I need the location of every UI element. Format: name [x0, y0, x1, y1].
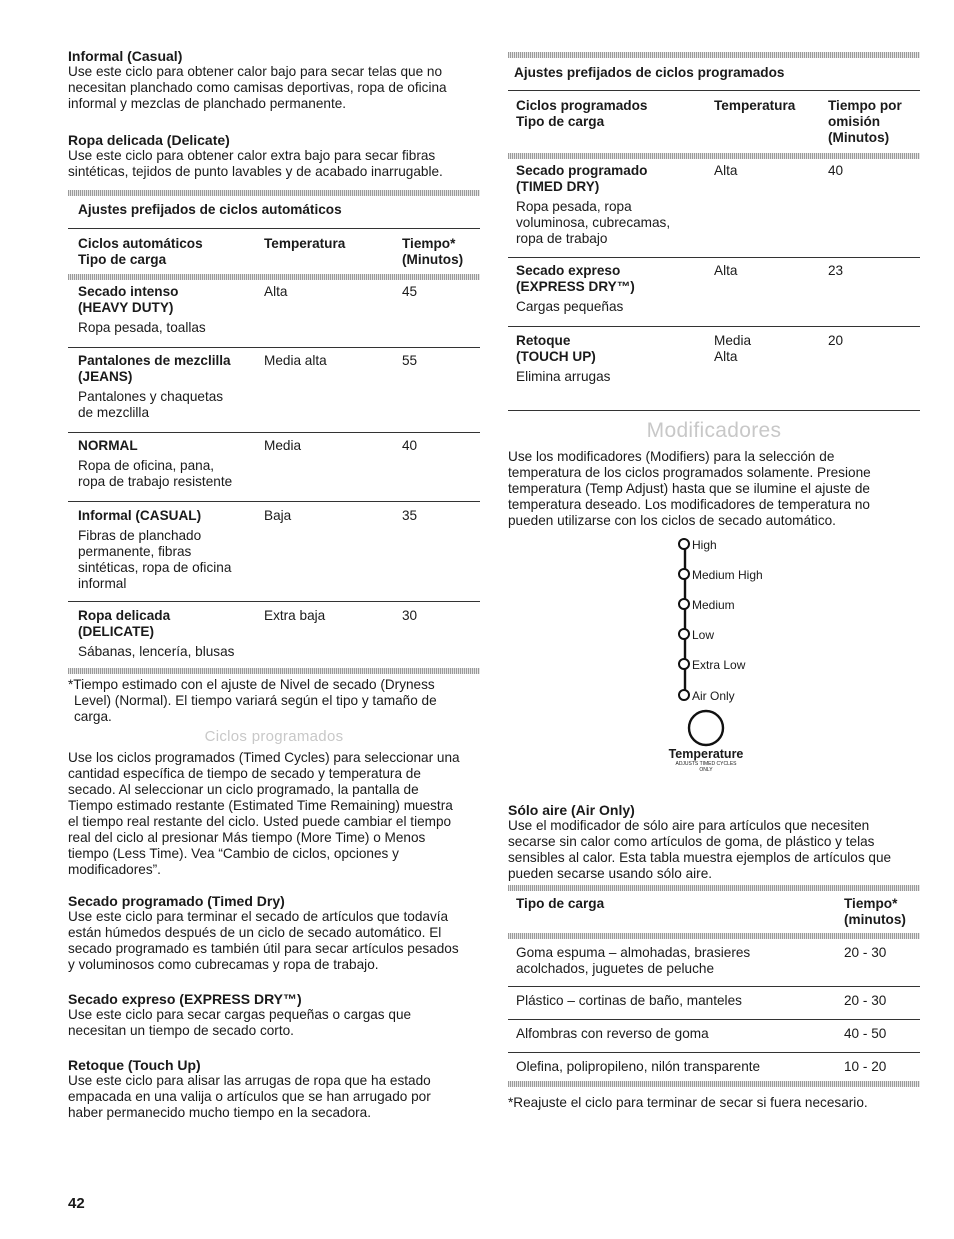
row-time: 20 - 30 — [844, 945, 887, 960]
row-divider — [508, 257, 920, 258]
row-divider — [508, 326, 920, 327]
dial-level-label: Extra Low — [692, 658, 746, 672]
header-time — [402, 236, 463, 268]
row-temp: Extra baja — [264, 608, 326, 623]
header-time-line: (Minutos) — [828, 130, 890, 145]
air-only-line: pueden secarse usando sólo aire. — [508, 866, 713, 881]
header-time-line: (Minutos) — [402, 252, 464, 267]
row-desc — [78, 528, 231, 592]
row-desc-line: Elimina arrugas — [516, 369, 611, 384]
table-top-divider — [68, 190, 480, 196]
header-time — [828, 98, 902, 146]
table-row — [516, 945, 750, 977]
touchup-line: empacada en una valija o artículos que se han arrugado por — [68, 1089, 431, 1104]
row-name-line: Informal (CASUAL) — [78, 508, 202, 523]
air-only-table — [508, 885, 920, 1090]
header-divider — [508, 153, 920, 159]
modifiers-line: temperatura deseado. Los modificadores de temperatura no — [508, 497, 870, 512]
air-only-heading: Sólo aire (Air Only) — [508, 802, 635, 818]
row-name-line: (DELICATE) — [78, 624, 155, 639]
timed-dry-line: y voluminosos como cubrecamas y ropa de trabajo. — [68, 957, 379, 972]
row-load-line: Goma espuma – almohadas, brasieres — [516, 945, 751, 960]
touchup-line: Use este ciclo para alisar las arrugas de ropa que ha estado — [68, 1073, 431, 1088]
table-bottom-divider — [508, 1081, 920, 1087]
led-icon — [676, 687, 690, 701]
dial-level-label: Medium — [692, 598, 735, 612]
timed-dry-heading: Secado programado (Timed Dry) — [68, 893, 285, 909]
row-time: 20 — [828, 333, 844, 348]
modifiers-section — [508, 449, 920, 529]
express-line: necesitan un tiempo de secado corto. — [68, 1023, 294, 1038]
row-divider — [68, 432, 480, 433]
header-divider — [68, 274, 480, 280]
auto-presets-table — [68, 190, 480, 680]
auto-footnote — [68, 677, 480, 725]
row-temp: Alta — [714, 163, 738, 178]
row-divider — [508, 986, 920, 987]
row-time: 40 — [828, 163, 844, 178]
table-rule — [508, 90, 920, 91]
table-row: Plástico – cortinas de baño, manteles — [516, 993, 742, 1008]
row-desc — [78, 389, 223, 421]
row-divider — [508, 1019, 920, 1020]
row-desc-line: ropa de trabajo resistente — [78, 474, 233, 489]
row-time: 10 - 20 — [844, 1059, 887, 1074]
dial-level — [676, 626, 690, 644]
row-desc-line: ropa de trabajo — [516, 231, 608, 246]
header-temp: Temperatura — [264, 236, 346, 251]
air-footnote: *Reajuste el ciclo para terminar de secar si fuera necesario. — [508, 1095, 868, 1110]
row-name-line: (JEANS) — [78, 369, 133, 384]
row-divider — [68, 347, 480, 348]
timed-dry-line: están húmedos después de un ciclo de secado automático. El — [68, 925, 442, 940]
dial-sublabel — [666, 761, 746, 773]
row-desc — [78, 458, 232, 490]
row-name-line: Secado intenso — [78, 284, 179, 299]
header-time-line: omisión — [828, 114, 881, 129]
modifiers-line: temperatura de los ciclos programados solamente. Presione — [508, 465, 871, 480]
temp-adjust-button-icon — [686, 708, 726, 748]
row-name-line: (EXPRESS DRY™) — [516, 279, 635, 294]
led-icon — [676, 536, 690, 550]
timed-line: Use los ciclos programados (Timed Cycles) para seleccionar una — [68, 750, 460, 765]
led-icon — [676, 596, 690, 610]
modifiers-line: Use los modificadores (Modifiers) para la selección de — [508, 449, 835, 464]
row-name — [78, 608, 170, 640]
table-rule — [68, 228, 480, 229]
dial-level — [676, 536, 690, 554]
casual-line: necesitan planchado como camisas deportivas, ropa de oficina — [68, 80, 447, 95]
row-name-line: (HEAVY DUTY) — [78, 300, 174, 315]
casual-line: Use este ciclo para obtener calor bajo para secar telas que no — [68, 64, 443, 79]
dial-level — [676, 566, 690, 584]
timed-line: el tiempo real restante del ciclo. Usted puede cambiar el tiempo — [68, 814, 452, 829]
table-top-divider — [508, 52, 920, 58]
row-desc — [78, 644, 234, 660]
header-time — [844, 896, 906, 928]
row-temp — [714, 333, 751, 365]
row-time: 55 — [402, 353, 418, 368]
row-time: 40 - 50 — [844, 1026, 887, 1041]
delicate-heading: Ropa delicada (Delicate) — [68, 132, 230, 148]
row-desc-line: de mezclilla — [78, 405, 150, 420]
delicate-section — [68, 132, 480, 180]
air-only-line: sensibles al calor. Esta tabla muestra ejemplos de artículos que — [508, 850, 892, 865]
row-time: 45 — [402, 284, 418, 299]
dial-indicator-line — [676, 536, 692, 706]
led-icon — [676, 626, 690, 640]
table-row: Olefina, polipropileno, nilón transparente — [516, 1059, 761, 1074]
row-desc — [516, 369, 610, 385]
timed-dry-line: Use este ciclo para terminar el secado de artículos que todavía — [68, 909, 449, 924]
timed-cycles-section — [68, 750, 480, 878]
dial-level-label: Air Only — [692, 689, 735, 703]
casual-section — [68, 48, 480, 112]
casual-heading: Informal (Casual) — [68, 48, 183, 64]
modifiers-line: temperatura (Temp Adjust) hasta que se ilumine el ajuste de — [508, 481, 870, 496]
row-desc-line: Pantalones y chaquetas — [78, 389, 224, 404]
header-divider — [508, 933, 920, 939]
timed-dry-line: secado programado es también útil para secar artículos pesados — [68, 941, 459, 956]
row-desc — [516, 199, 670, 247]
table-title: Ajustes prefijados de ciclos programados — [514, 65, 785, 80]
row-desc-line: Ropa de oficina, pana, — [78, 458, 215, 473]
header-load: Tipo de carga — [516, 896, 605, 911]
header-cycle-line: Ciclos automáticos — [78, 236, 203, 251]
led-icon — [676, 566, 690, 580]
header-cycle-line: Ciclos programados — [516, 98, 648, 113]
dial-level-label: High — [692, 538, 717, 552]
dial-sublabel-line: ONLY — [699, 767, 713, 773]
modifiers-line: pueden utilizarse con los ciclos de secado automático. — [508, 513, 836, 528]
row-temp-line: Media — [714, 333, 752, 348]
dial-level-label: Low — [692, 628, 715, 642]
timed-presets-table — [508, 52, 920, 414]
timed-line: cantidad específica de tiempo de secado y temperatura de — [68, 766, 421, 781]
timed-dry-section — [68, 893, 480, 973]
delicate-line: sintéticas, tejidos de punto lavables y de acabado inarrugable. — [68, 164, 443, 179]
row-name — [78, 508, 201, 524]
express-line: Use este ciclo para secar cargas pequeñas o cargas que — [68, 1007, 412, 1022]
row-temp-line: Alta — [714, 349, 738, 364]
air-only-line: secarse sin calor como artículos de goma, de plástico y telas — [508, 834, 875, 849]
row-desc-line: Fibras de planchado — [78, 528, 202, 543]
dial-level — [676, 687, 690, 705]
table-bottom-rule — [508, 410, 920, 411]
row-name-line: NORMAL — [78, 438, 138, 453]
express-section — [68, 991, 480, 1039]
dial-sublabel-line: ADJUSTS TIMED CYCLES — [675, 761, 737, 767]
timed-line: tiempo (Less Time). Vea “Cambio de ciclos, opciones y — [68, 846, 399, 861]
row-divider — [68, 501, 480, 502]
dial-label: Temperature — [668, 747, 744, 761]
table-bottom-divider — [68, 668, 480, 674]
touchup-section — [68, 1057, 480, 1121]
header-cycle — [516, 98, 647, 130]
dial-level-label: Medium High — [692, 568, 763, 582]
dial-level — [676, 596, 690, 614]
row-divider — [68, 601, 480, 602]
row-name-line: (TOUCH UP) — [516, 349, 596, 364]
row-time: 35 — [402, 508, 418, 523]
row-desc-line: permanente, fibras — [78, 544, 192, 559]
row-load-line: acolchados, juguetes de peluche — [516, 961, 715, 976]
row-temp: Alta — [264, 284, 288, 299]
row-name-line: Retoque — [516, 333, 571, 348]
row-time: 23 — [828, 263, 844, 278]
table-row: Alfombras con reverso de goma — [516, 1026, 709, 1041]
row-name — [78, 353, 231, 385]
timed-cycles-title: Ciclos programados — [204, 728, 344, 745]
row-desc-line: Sábanas, lencería, blusas — [78, 644, 235, 659]
row-time: 20 - 30 — [844, 993, 887, 1008]
row-desc-line: Ropa pesada, toallas — [78, 320, 206, 335]
row-desc-line: Ropa pesada, ropa — [516, 199, 632, 214]
row-desc — [516, 299, 623, 315]
header-cycle — [78, 236, 203, 268]
row-name-line: Secado programado — [516, 163, 648, 178]
header-temp: Temperatura — [714, 98, 796, 113]
row-name-line: Secado expreso — [516, 263, 621, 278]
row-desc-line: voluminosa, cubrecamas, — [516, 215, 671, 230]
touchup-heading: Retoque (Touch Up) — [68, 1057, 201, 1073]
row-time: 40 — [402, 438, 418, 453]
row-desc-line: Cargas pequeñas — [516, 299, 624, 314]
header-time-line: Tiempo* — [844, 896, 898, 911]
timed-line: secado. Al seleccionar un ciclo programado, la pantalla de — [68, 782, 419, 797]
table-title: Ajustes prefijados de ciclos automáticos — [78, 202, 342, 217]
timed-line: Tiempo estimado restante (Estimated Time Remaining) muestra — [68, 798, 453, 813]
footnote-line: *Tiempo estimado con el ajuste de Nivel de secado (Dryness — [68, 677, 435, 692]
air-only-line: Use el modificador de sólo aire para artículos que necesiten — [508, 818, 870, 833]
row-desc-line: informal — [78, 576, 127, 591]
row-desc-line: sintéticas, ropa de oficina — [78, 560, 232, 575]
row-temp: Baja — [264, 508, 292, 523]
table-top-divider — [508, 885, 920, 891]
led-icon — [676, 656, 690, 670]
footnote-line: Level) (Normal). El tiempo variará según el tipo y tamaño de — [74, 693, 437, 708]
row-temp: Media alta — [264, 353, 327, 368]
row-name — [516, 163, 647, 195]
dial-level — [676, 656, 690, 674]
row-name — [516, 263, 635, 295]
row-name-line: (TIMED DRY) — [516, 179, 600, 194]
row-name — [78, 284, 178, 316]
timed-line: real del ciclo al presionar Más tiempo (More Time) o Menos — [68, 830, 426, 845]
row-name-line: Pantalones de mezclilla — [78, 353, 231, 368]
touchup-line: haber permanecido mucho tiempo en la secadora. — [68, 1105, 372, 1120]
footnote-line: carga. — [74, 709, 112, 724]
row-desc — [78, 320, 206, 336]
header-time-line: (minutos) — [844, 912, 906, 927]
temperature-dial — [668, 536, 776, 776]
air-only-section — [508, 802, 920, 882]
row-time: 30 — [402, 608, 418, 623]
delicate-line: Use este ciclo para obtener calor extra bajo para secar fibras — [68, 148, 436, 163]
header-time-line: Tiempo por — [828, 98, 902, 113]
page-number: 42 — [68, 1195, 85, 1212]
header-time-line: Tiempo* — [402, 236, 456, 251]
header-cycle-line: Tipo de carga — [516, 114, 605, 129]
timed-line: modificadores”. — [68, 862, 161, 877]
modifiers-title: Modificadores — [646, 419, 782, 442]
header-cycle-line: Tipo de carga — [78, 252, 167, 267]
express-heading: Secado expreso (EXPRESS DRY™) — [68, 991, 302, 1007]
row-name-line: Ropa delicada — [78, 608, 171, 623]
row-temp: Alta — [714, 263, 738, 278]
row-name — [516, 333, 596, 365]
row-name — [78, 438, 138, 454]
row-temp: Media — [264, 438, 302, 453]
casual-line: informal y mezclas de planchado permanente. — [68, 96, 347, 111]
row-divider — [508, 1052, 920, 1053]
